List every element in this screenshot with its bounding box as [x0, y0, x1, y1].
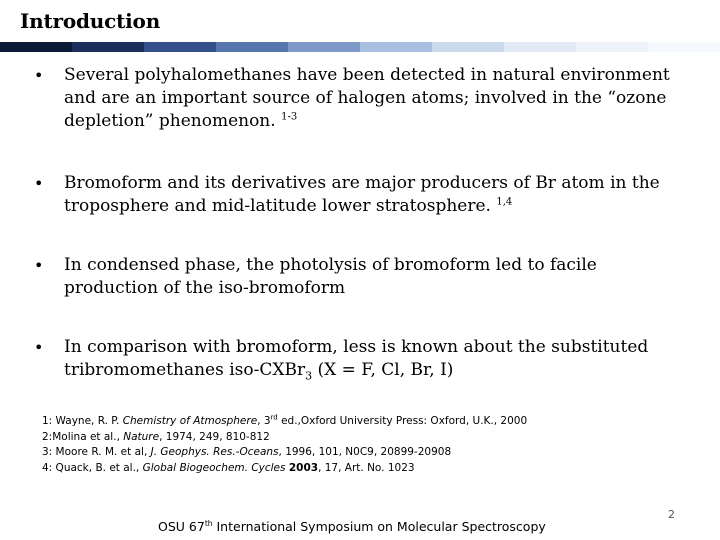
footer-text: OSU 67 — [158, 519, 205, 534]
reference-3 — [42, 445, 682, 461]
bullet-text — [64, 336, 694, 382]
ref-detail: , 1996, 101, N0C9, 20899-20908 — [278, 446, 452, 458]
citation-superscript: 1,4 — [496, 196, 513, 208]
rule-segment-5 — [288, 42, 360, 52]
ref-authors: 3: Moore R. M. et al, — [42, 446, 151, 458]
bullet-text — [64, 64, 694, 133]
bullet-text-body: In comparison with bromoform, less is known about the substituted tribromomethanes iso-CXBr — [64, 337, 649, 380]
rule-segment-6 — [360, 42, 432, 52]
bullet-text-body: Several polyhalomethanes have been detected in natural environment and are an important source of halogen atoms; involved in the “ozone depletion” phenomenon. — [64, 65, 670, 131]
bullet-item-4 — [34, 336, 694, 382]
ref-year: 2003 — [288, 461, 319, 474]
bullet-item-3 — [34, 254, 694, 300]
ref-authors: 2:Molina et al., — [42, 430, 124, 443]
reference-list — [42, 414, 682, 476]
footer-superscript: th — [204, 518, 213, 528]
rule-segment-9 — [576, 42, 648, 52]
footer-text-tail: International Symposium on Molecular Spectroscopy — [212, 519, 546, 534]
ref-journal: Global Biogeochem. Cycles — [142, 461, 289, 474]
ref-authors: 1: Wayne, R. P. — [42, 415, 123, 427]
citation-superscript: 1-3 — [281, 111, 298, 123]
bullet-text-body: Bromoform and its derivatives are major producers of Br atom in the troposphere and mid-latitude lower stratosphere. — [64, 173, 660, 216]
reference-1 — [42, 414, 682, 430]
bullet-marker: • — [34, 256, 44, 275]
ref-publisher: ed.,Oxford University Press: Oxford, U.K., 2000 — [277, 415, 528, 427]
rule-segment-3 — [144, 42, 216, 52]
ref-detail: , 17, Art. No. 1023 — [318, 461, 415, 474]
ref-journal: J. Geophys. Res.-Oceans — [150, 446, 279, 458]
ref-detail: , 3 — [257, 415, 271, 427]
rule-segment-1 — [0, 42, 72, 52]
rule-segment-4 — [216, 42, 288, 52]
ref-journal: Nature — [123, 430, 160, 443]
bullet-text-tail: (X = F, Cl, Br, I) — [312, 360, 454, 380]
ref-authors: 4: Quack, B. et al., — [42, 461, 143, 474]
formula-subscript: 3 — [305, 369, 313, 383]
ref-detail: , 1974, 249, 810-812 — [159, 430, 270, 443]
slide-footer — [158, 519, 546, 534]
ref-title: Chemistry of Atmosphere — [122, 415, 258, 427]
page-number: 2 — [668, 508, 675, 521]
ref-superscript: rd — [270, 413, 278, 422]
rule-segment-10 — [648, 42, 720, 52]
bullet-marker: • — [34, 174, 44, 193]
title-gradient-rule — [0, 42, 720, 52]
bullet-text — [64, 172, 694, 218]
bullet-marker: • — [34, 338, 44, 357]
rule-segment-7 — [432, 42, 504, 52]
bullet-marker: • — [34, 66, 44, 85]
slide-title: Introduction — [20, 9, 161, 33]
reference-2 — [42, 430, 682, 446]
rule-segment-2 — [72, 42, 144, 52]
bullet-item-2 — [34, 172, 694, 218]
rule-segment-8 — [504, 42, 576, 52]
bullet-text: In condensed phase, the photolysis of bromoform led to facile production of the iso-bromoform — [64, 255, 597, 298]
reference-4 — [42, 461, 682, 477]
bullet-item-1 — [34, 64, 694, 133]
